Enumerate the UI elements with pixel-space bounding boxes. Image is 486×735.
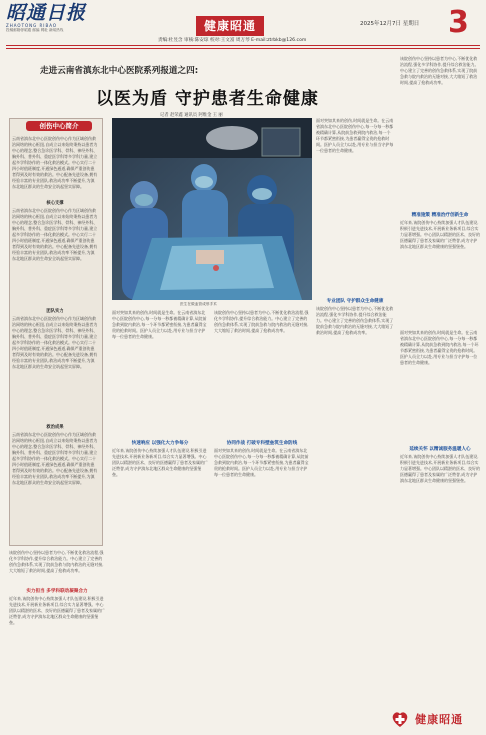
- body-column-right-5: 面对突如其来的创伤,时间就是生命。在云南省滇东北中心医院创伤中心,每一分每一秒都被精确计算,从院前急救到院内救治,每一个环节都紧密衔接,为患者赢得宝贵的抢救时间。医护人员全力以赴,用专业与担当守护每一位患者的生命健康。: [400, 330, 479, 365]
- newspaper-contact-info: 投稿邮箱@昭通 邮编 网址 新闻热线: [6, 28, 64, 32]
- newspaper-pinyin: ZHAOTONG RIBAO: [6, 23, 58, 28]
- page-number: 3: [448, 5, 469, 40]
- body-column-right-4: 该院创伤中心坚持以患者为中心,不断优化救治流程,强化多学科协作,提升综合救治能力。中心建立了完善的创伤急救体系,实现了院前急救与院内救治的无缝对接,大大缩短了救治时间,提高了抢救成功率。: [316, 306, 394, 335]
- section-banner: 健康昭通: [196, 16, 264, 36]
- sidebar-title: 创伤中心简介: [26, 121, 92, 131]
- header-divider: [6, 45, 480, 46]
- section-heading-6: 延续关怀 以精诚服务温暖人心: [409, 447, 471, 452]
- body-column-middle-left-2: 近年来,该院创伤中心持续加强人才队伍建设,积极引进先进技术,开展新业务新项目,综合实力显著增强。中心团队以精湛的医术、良好的医德赢得了患者及家属的广泛赞誉,成为守护滇东北地区群众生命健康的坚强堡垒。: [112, 448, 208, 477]
- footer-logo: [390, 708, 478, 728]
- sidebar-heading-2: 团队实力: [46, 309, 64, 314]
- body-column-left-2: 近年来,该院创伤中心持续加强人才队伍建设,积极引进先进技术,开展新业务新项目,综合实力显著增强。中心团队以精湛的医术、良好的医德赢得了患者及家属的广泛赞誉,成为守护滇东北地区群众生命健康的坚强堡垒。: [9, 596, 105, 625]
- sidebar-text-3: 云南省滇东北中心医院创伤中心作为区域创伤救治网络的核心枢纽,自成立以来始终秉持以患者为中心的理念,整合急诊医学科、骨科、神经外科、胸外科、普外科、重症医学科等多学科力量,建立起多学科协作的一体化救治模式。中心实行二十四小时值班制度,开通绿色通道,确保严重创伤患者得到及时有效的救治。中心配备先进设备,拥有经验丰富的专业团队,救治成功率不断提升,为滇东北地区群众的生命安全筑起坚实屏障。: [12, 432, 98, 485]
- section-heading-3: 实力担当 多学科联动凝聚合力: [26, 589, 88, 594]
- body-column-middle-right-1: 该院创伤中心坚持以患者为中心,不断优化救治流程,强化多学科协作,提升综合救治能力。中心建立了完善的创伤急救体系,实现了院前急救与院内救治的无缝对接,大大缩短了救治时间,提高了抢救成功率。: [214, 310, 309, 333]
- sidebar-heading-1: 核心支撑: [46, 201, 64, 206]
- body-column-right-2: 该院创伤中心坚持以患者为中心,不断优化救治流程,强化多学科协作,提升综合救治能力。中心建立了完善的创伤急救体系,实现了院前急救与院内救治的无缝对接,大大缩短了救治时间,提高了抢救成功率。: [400, 56, 479, 85]
- surgery-photo: [112, 118, 312, 300]
- section-heading-2: 协同作战 打破专科壁垒筑生命防线: [226, 441, 298, 446]
- sidebar-heading-3: 救治成果: [46, 425, 64, 430]
- section-heading-4: 精准施策 精准治疗创新生命: [411, 213, 469, 218]
- body-column-left-1: 该院创伤中心坚持以患者为中心,不断优化救治流程,强化多学科协作,提升综合救治能力。中心建立了完善的创伤急救体系,实现了院前急救与院内救治的无缝对接,大大缩短了救治时间,提高了抢救成功率。: [9, 550, 104, 573]
- sidebar-text-2: 云南省滇东北中心医院创伤中心作为区域创伤救治网络的核心枢纽,自成立以来始终秉持以患者为中心的理念,整合急诊医学科、骨科、神经外科、胸外科、普外科、重症医学科等多学科力量,建立起多学科协作的一体化救治模式。中心实行二十四小时值班制度,开通绿色通道,确保严重创伤患者得到及时有效的救治。中心配备先进设备,拥有经验丰富的专业团队,救治成功率不断提升,为滇东北地区群众的生命安全筑起坚实屏障。: [12, 316, 98, 369]
- header-divider-thin: [6, 48, 480, 49]
- footer-logo-text: 健康昭通: [415, 713, 464, 726]
- issue-date: 2025年12月7日 星期日: [360, 21, 420, 27]
- sidebar-text-1: 云南省滇东北中心医院创伤中心作为区域创伤救治网络的核心枢纽,自成立以来始终秉持以患者为中心的理念,整合急诊医学科、骨科、神经外科、胸外科、普外科、重症医学科等多学科力量,建立起多学科协作的一体化救治模式。中心实行二十四小时值班制度,开通绿色通道,确保严重创伤患者得到及时有效的救治。中心配备先进设备,拥有经验丰富的专业团队,救治成功率不断提升,为滇东北地区群众的生命安全筑起坚实屏障。: [12, 208, 98, 261]
- photo-caption: 医生在做血管成形手术: [180, 302, 217, 306]
- body-column-middle-right-2: 面对突如其来的创伤,时间就是生命。在云南省滇东北中心医院创伤中心,每一分每一秒都被精确计算,从院前急救到院内救治,每一个环节都紧密衔接,为患者赢得宝贵的抢救时间。医护人员全力以赴,用专业与担当守护每一位患者的生命健康。: [214, 448, 309, 477]
- body-column-right-6: 近年来,该院创伤中心持续加强人才队伍建设,积极引进先进技术,开展新业务新项目,综合实力显著增强。中心团队以精湛的医术、良好的医德赢得了患者及家属的广泛赞誉,成为守护滇东北地区群众生命健康的坚强堡垒。: [400, 454, 480, 483]
- masthead: [6, 3, 106, 39]
- body-column-right-1: 面对突如其来的创伤,时间就是生命。在云南省滇东北中心医院创伤中心,每一分每一秒都被精确计算,从院前急救到院内救治,每一个环节都紧密衔接,为患者赢得宝贵的抢救时间。医护人员全力以赴,用专业与担当守护每一位患者的生命健康。: [316, 118, 394, 153]
- body-column-middle-left-1: 面对突如其来的创伤,时间就是生命。在云南省滇东北中心医院创伤中心,每一分每一秒都被精确计算,从院前急救到院内救治,每一个环节都紧密衔接,为患者赢得宝贵的抢救时间。医护人员全力以赴,用专业与担当守护每一位患者的生命健康。: [112, 310, 207, 339]
- section-heading-1: 快速响应 以强化大力争每分: [131, 441, 189, 446]
- article-byline: 记者 赵荣鑫 通讯员 阿维金 王 丽: [160, 113, 223, 118]
- article-kicker: 走进云南省滇东北中心医院系列报道之四:: [40, 66, 199, 76]
- body-column-right-3: 近年来,该院创伤中心持续加强人才队伍建设,积极引进先进技术,开展新业务新项目,综合实力显著增强。中心团队以精湛的医术、良好的医德赢得了患者及家属的广泛赞誉,成为守护滇东北地区群众生命健康的坚强堡垒。: [400, 220, 480, 249]
- sidebar-intro-text: 云南省滇东北中心医院创伤中心作为区域创伤救治网络的核心枢纽,自成立以来始终秉持以患者为中心的理念,整合急诊医学科、骨科、神经外科、胸外科、普外科、重症医学科等多学科力量,建立起多学科协作的一体化救治模式。中心实行二十四小时值班制度,开通绿色通道,确保严重创伤患者得到及时有效的救治。中心配备先进设备,拥有经验丰富的专业团队,救治成功率不断提升,为滇东北地区群众的生命安全筑起坚实屏障。: [12, 136, 98, 189]
- newspaper-title: 昭通日报: [6, 2, 87, 24]
- editors-line: 责编:杜昱含 审核:陈安琼 校对:王文富 周万琴 E-mail:ztrbkb@126.com: [158, 38, 307, 43]
- section-heading-5: 专业团队 守护群众生命健康: [326, 299, 384, 304]
- article-headline: 以医为盾 守护患者生命健康: [96, 89, 319, 109]
- heart-cross-icon: [390, 709, 410, 729]
